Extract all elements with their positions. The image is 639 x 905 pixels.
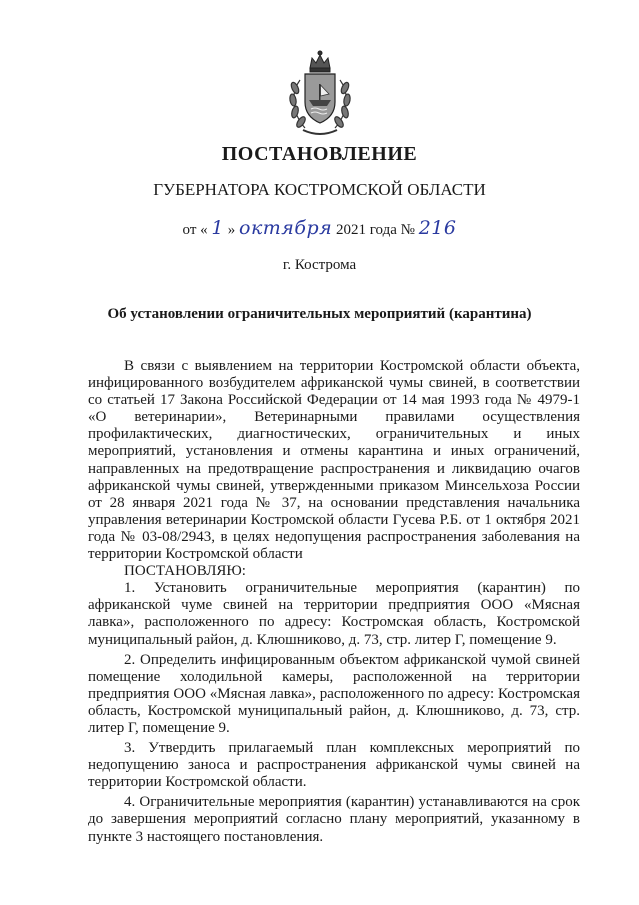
document-heading: Об установлении ограничительных мероприятий (карантина)	[107, 306, 532, 322]
date-month: октября	[239, 217, 333, 239]
document-issuer: ГУБЕРНАТОРА КОСТРОМСКОЙ ОБЛАСТИ	[153, 180, 486, 199]
document-body	[88, 358, 580, 846]
document-title: ПОСТАНОВЛЕНИЕ	[221, 143, 418, 165]
date-day: 1	[211, 217, 224, 239]
document-place: г. Кострома	[282, 257, 357, 273]
date-year-prefix: 2021 года №	[335, 222, 415, 238]
document-dateline	[0, 217, 639, 239]
coat-of-arms-icon	[283, 50, 357, 140]
decree-word: ПОСТАНОВЛЯЮ:	[124, 563, 246, 580]
date-mid: »	[227, 222, 236, 238]
preamble-paragraph: В связи с выявлением на территории Костромской области объекта, инфицированного возбудителем африканской чумы свиней, в соответствии со статьей 17 Закона Российской Федерации от 14 мая 1993 года № 4979-1 «О ветеринарии», Ветеринарными правилами осуществления профилактических, диагностических, ограничительных и иных мероприятий, установления и отмены карантина и иных ограничений, направленных на предотвращение распространения и ликвидацию очагов африканской чумы свиней, утвержденными приказом Минсельхоза России от 28 января 2021 года № 37, на основании представления начальника управления ветеринарии Костромской области Гусева Р.Б. от 1 октября 2021 года № 03-08/2943, в целях недопущения распространения заболевания на территории Костромской области	[88, 358, 580, 563]
decree-item-1: 1. Установить ограничительные мероприятия (карантин) по африканской чуме свиней на территории предприятия ООО «Мясная лавка», расположенного по адресу: Костромская область, Костромской муниципальный район, д. Клюшниково, д. 73, стр. литер Г, помещение 9.	[88, 580, 580, 648]
decree-item-2: 2. Определить инфицированным объектом африканской чумой свиней помещение холодильной камеры, расположенной на территории предприятия ООО «Мясная лавка», расположенного по адресу: Костромская область, Костромской муниципальный район, д. Клюшниково, д. 73, стр. литер Г, помещение 9.	[88, 651, 580, 736]
date-prefix: от «	[182, 222, 208, 238]
document-number: 216	[418, 217, 457, 239]
decree-item-3: 3. Утвердить прилагаемый план комплексных мероприятий по недопущению заноса и распространения африканской чумы свиней на территории Костромской области.	[88, 740, 580, 791]
decree-item-4: 4. Ограничительные мероприятия (карантин) устанавливаются на срок до завершения мероприятий согласно плану мероприятий, указанному в пункте 3 настоящего постановления.	[88, 794, 580, 845]
